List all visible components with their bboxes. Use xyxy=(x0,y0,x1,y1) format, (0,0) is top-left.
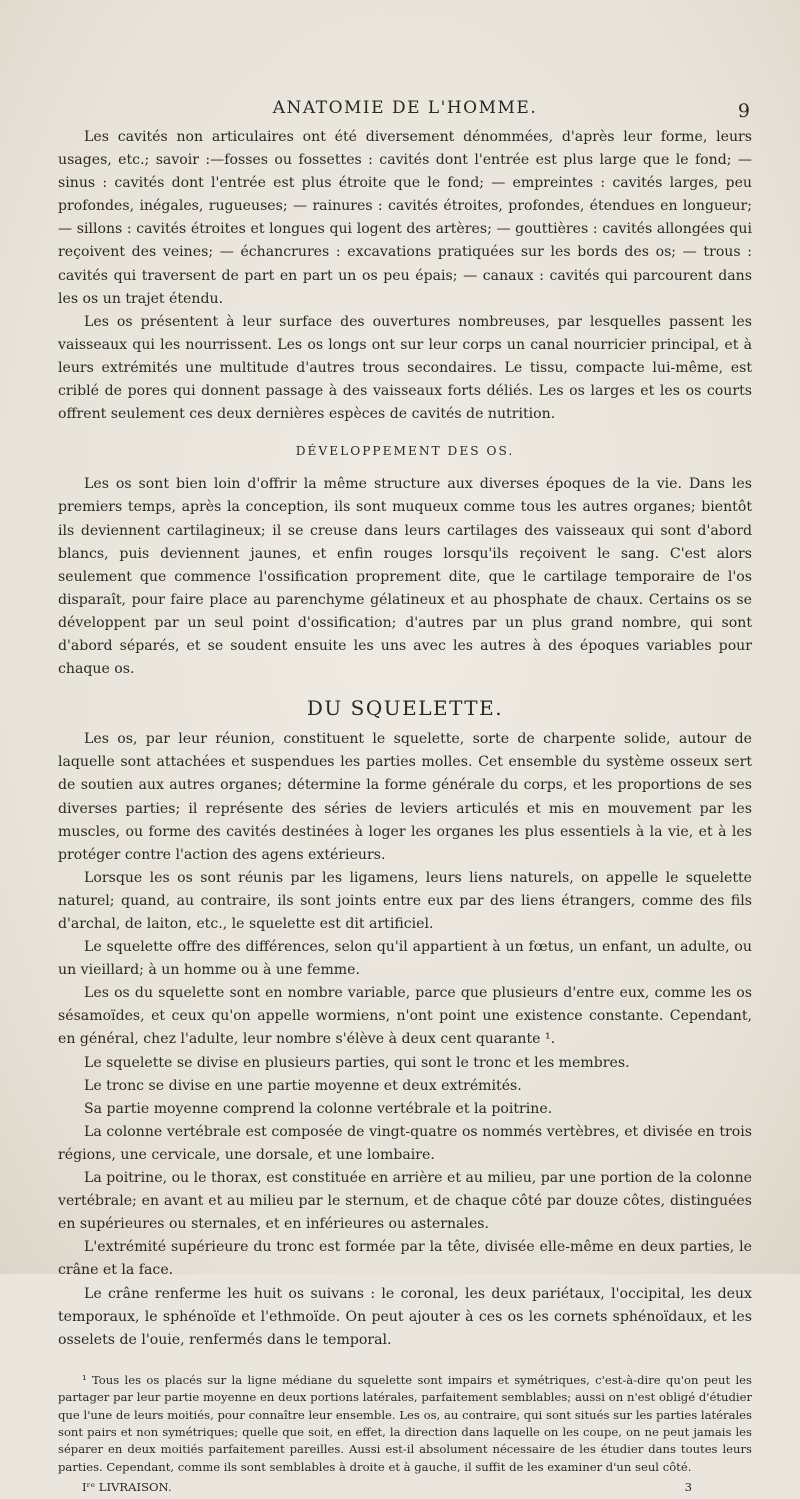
paragraph-nutrition: Les os présentent à leur surface des ouvertures nombreuses, par lesquelles passent les vaisseaux qui les nourrissent. Les os longs ont sur leur corps un canal nourricier principal, et à leurs extrémités une multitude d'autres trous secondaires. Le tissu, compacte lui-même, est criblé de pores qui donnent passage à des vaisseaux forts déliés. Les os larges et les os courts offrent seulement ces deux dernières espèces de cavités de nutrition. xyxy=(58,313,752,423)
paragraph-development: Les os sont bien loin d'offrir la même structure aux diverses époques de la vie. Dans les premiers temps, après la conception, ils sont muqueux comme tous les autres organes; bientôt ils deviennent cartilagineux; il se creuse dans leurs cartilages des vaisseaux qui sont d'abord blancs, puis deviennent jaunes, et enfin rouges lorsqu'ils reçoivent le sang. C'est alors seulement que commence l'ossification proprement dite, que le cartilage temporaire de l'os disparaît, pour faire place au parenchyme gélatineux et au phosphate de chaux. Certains os se développent par un seul point d'ossification; d'autres par un plus grand nombre, qui sont d'abord séparés, et se soudent ensuite les uns avec les autres à des époques variables pour chaque os. xyxy=(58,476,752,678)
paragraph-skeleton-1: Les os, par leur réunion, constituent le squelette, sorte de charpente solide, autour de laquelle sont attachées et suspendues les parties molles. Cet ensemble du système osseux sert de soutien aux autres organes; détermine la forme générale du corps, et les proportions de ses diverses parties; il représente des séries de leviers articulés et mis en mouvement par les muscles, ou forme des cavités destinées à loger les organes les plus essentiels à la vie, et à les protéger contre l'action des agens extérieurs. xyxy=(58,731,752,863)
paragraph-skeleton-11: Le crâne renferme les huit os suivans : le coronal, les deux pariétaux, l'occipital, les deux temporaux, le sphénoïde et l'ethmoïde. On peut ajouter à ces os les cornets sphénoïdaux, et les osselets de l'ouie, renfermés dans le temporal. xyxy=(58,1285,752,1348)
paragraph-skeleton-8: La colonne vertébrale est composée de vingt-quatre os nommés vertèbres, et divisée en trois régions, une cervicale, une dorsale, et une lombaire. xyxy=(58,1123,752,1163)
running-title: ANATOMIE DE L'HOMME. xyxy=(272,98,538,118)
paragraph-cavities: Les cavités non articulaires ont été diversement dénommées, d'après leur forme, leurs usages, etc.; savoir :—fosses ou fossettes : cavités dont l'entrée est plus large que le fond; — sinus : cavités dont l'entrée est plus étroite que le fond; — empreintes : cavités larges, peu profondes, inégales, rugueuses; — rainures : cavités étroites, profondes, étendues en longueur; — sillons : cavités étroites et longues qui logent des artères; — gouttières : cavités allongées qui reçoivent des veines; — échancrures : excavations pratiquées sur les bords des os; — trous : cavités qui traversent de part en part un os peu épais; — canaux : cavités qui parcourent dans les os un trajet étendu. xyxy=(58,129,752,307)
paragraph-skeleton-3: Le squelette offre des différences, selon qu'il appartient à un fœtus, un enfant, un adulte, ou un vieillard; à un homme ou à une femme. xyxy=(58,939,752,979)
paragraph-skeleton-7: Sa partie moyenne comprend la colonne vertébrale et la poitrine. xyxy=(84,1100,553,1117)
livraison-label: Iʳᵉ LIVRAISON. xyxy=(82,1480,172,1495)
page-header xyxy=(60,96,750,126)
paragraph-skeleton-6: Le tronc se divise en une partie moyenne et deux extrémités. xyxy=(84,1077,522,1094)
page-footer xyxy=(58,1476,752,1499)
paragraph-skeleton-2: Lorsque les os sont réunis par les ligamens, leurs liens naturels, on appelle le squelette naturel; quand, au contraire, ils sont joints entre eux par des liens étrangers, comme des fils d'archal, de laiton, etc., le squelette est dit artificiel. xyxy=(58,869,752,932)
paragraph-skeleton-10: L'extrémité supérieure du tronc est formée par la tête, divisée elle-même en deux parties, le crâne et la face. xyxy=(58,1239,752,1279)
section-title-skeleton: DU SQUELETTE. xyxy=(306,696,504,721)
paragraph-skeleton-4: Les os du squelette sont en nombre variable, parce que plusieurs d'entre eux, comme les os sésamoïdes, et ceux qu'on appelle wormiens, n'ont point une existence constante. Cependant, en général, chez l'adulte, leur nombre s'élève à deux cent quarante ¹. xyxy=(58,985,752,1048)
signature-mark: 3 xyxy=(684,1480,692,1495)
footnote-text: ¹ Tous les os placés sur la ligne médiane du squelette sont impairs et symétriques, c'est-à-dire qu'on peut les partager par leur partie moyenne en deux portions latérales, parfaitement semblables; aussi on n'est obligé d'étudier que l'une de leurs moitiés, pour connaître leur ensemble. Les os, au contraire, qui sont situés sur les parties latérales sont pairs et non symétriques; quelle que soit, en effet, la direction dans laquelle on les coupe, on ne peut jamais les séparer en deux moitiés parfaitement pareilles. Aussi est-il absolument nécessaire de les étudier dans toutes leurs parties. Cependant, comme ils sont semblables à droite et à gauche, il suffit de les examiner d'un seul côté. xyxy=(58,1372,752,1474)
paragraph-skeleton-9: La poitrine, ou le thorax, est constituée en arrière et au milieu, par une portion de la colonne vertébrale; en avant et au milieu par le sternum, et de chaque côté par douze côtes, distinguées en supérieures ou sternales, et en inférieures ou asternales. xyxy=(58,1170,752,1233)
page-number: 9 xyxy=(737,100,750,122)
page-body xyxy=(58,126,752,1499)
paragraph-skeleton-5: Le squelette se divise en plusieurs parties, qui sont le tronc et les membres. xyxy=(84,1054,630,1071)
footnote xyxy=(58,1372,752,1476)
section-title-development: DÉVELOPPEMENT DES OS. xyxy=(295,444,515,459)
